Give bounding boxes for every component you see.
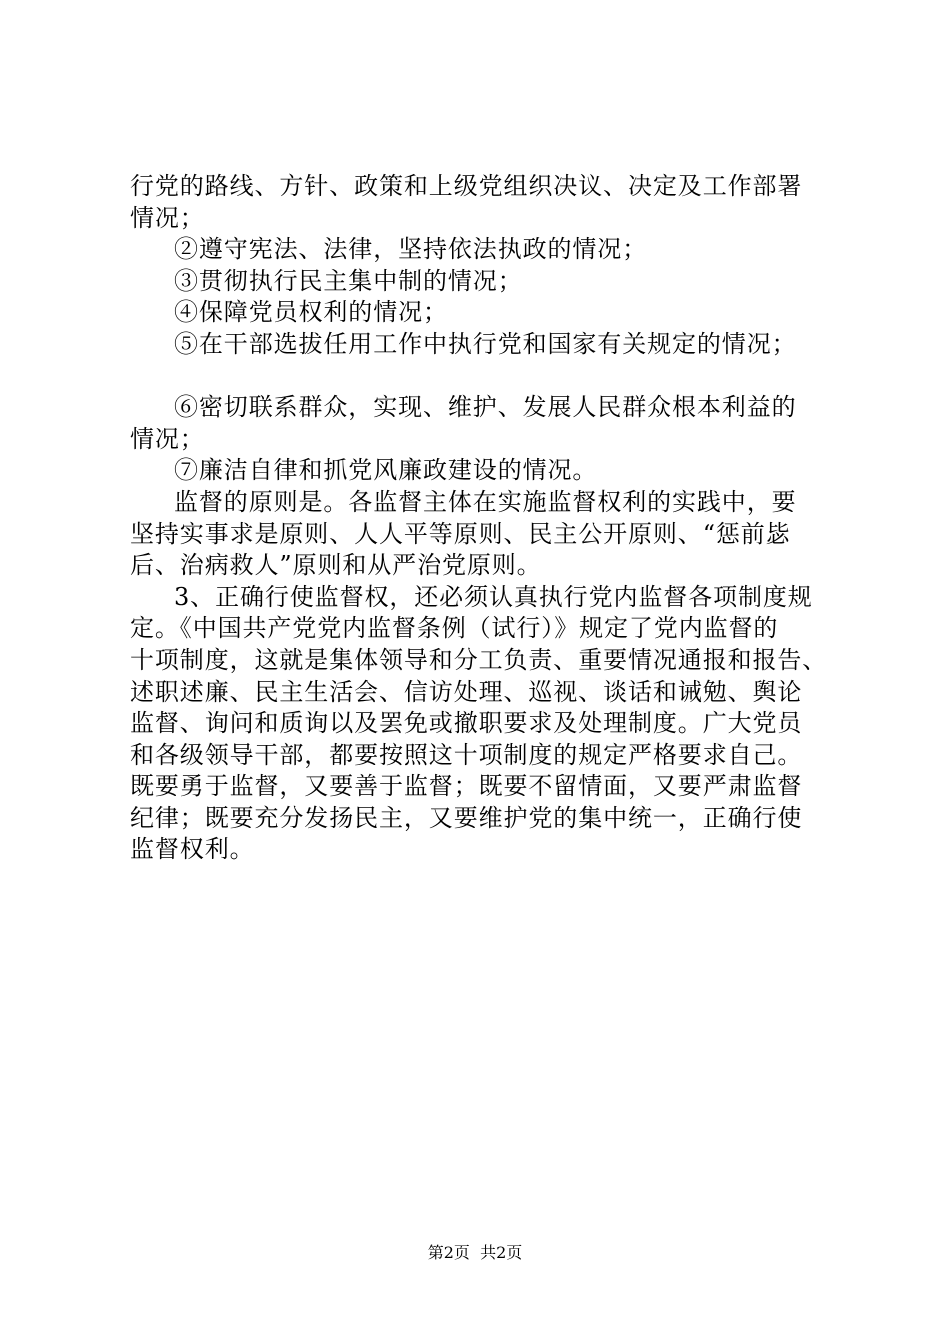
list-item: ④保障党员权利的情况； — [174, 298, 448, 327]
text-line: 定。《中国共产党党内监督条例（试行）》规定了党内监督的 — [130, 614, 779, 643]
text-line: 监督权利。 — [130, 835, 255, 864]
text-line: 纪律；既要充分发扬民主，又要维护党的集中统一，正确行使 — [130, 803, 803, 832]
list-item: ②遵守宪法、法律，坚持依法执政的情况； — [174, 235, 648, 264]
list-item: ③贯彻执行民主集中制的情况； — [174, 266, 523, 295]
paragraph-start: 监督的原则是。各监督主体在实施监督权利的实践中，要 — [174, 487, 797, 516]
page-number: 第2页 共2页 — [427, 1243, 523, 1262]
list-item: ⑦廉洁自律和抓党风廉政建设的情况。 — [174, 456, 598, 485]
text-line: 既要勇于监督，又要善于监督；既要不留情面，又要严肃监督 — [130, 772, 803, 801]
text-line: 监督、询问和质询以及罢免或撤职要求及处理制度。广大党员 — [130, 709, 803, 738]
list-item: ⑥密切联系群众，实现、维护、发展人民群众根本利益的 — [174, 393, 797, 422]
text-line: 情况； — [130, 203, 205, 232]
text-line: 坚持实事求是原则、人人平等原则、民主公开原则、“惩前毖 — [130, 519, 791, 548]
page-footer — [0, 1243, 950, 1263]
text-line: 行党的路线、方针、政策和上级党组织决议、决定及工作部署 — [130, 172, 803, 200]
text-line: 十项制度，这就是集体领导和分工负责、重要情况通报和报告、 — [130, 645, 828, 674]
text-line: 和各级领导干部，都要按照这十项制度的规定严格要求自己。 — [130, 740, 803, 769]
document-body — [130, 171, 835, 866]
list-item: ⑤在干部选拔任用工作中执行党和国家有关规定的情况； — [174, 329, 797, 358]
paragraph-start: 3、正确行使监督权，还必须认真执行党内监督各项制度规 — [174, 582, 813, 611]
blank-line — [130, 361, 835, 393]
text-line: 述职述廉、民主生活会、信访处理、巡视、谈话和诫勉、舆论 — [130, 677, 803, 706]
text-line: 情况； — [130, 424, 205, 453]
text-line: 后、治病救人”原则和从严治党原则。 — [130, 551, 542, 580]
